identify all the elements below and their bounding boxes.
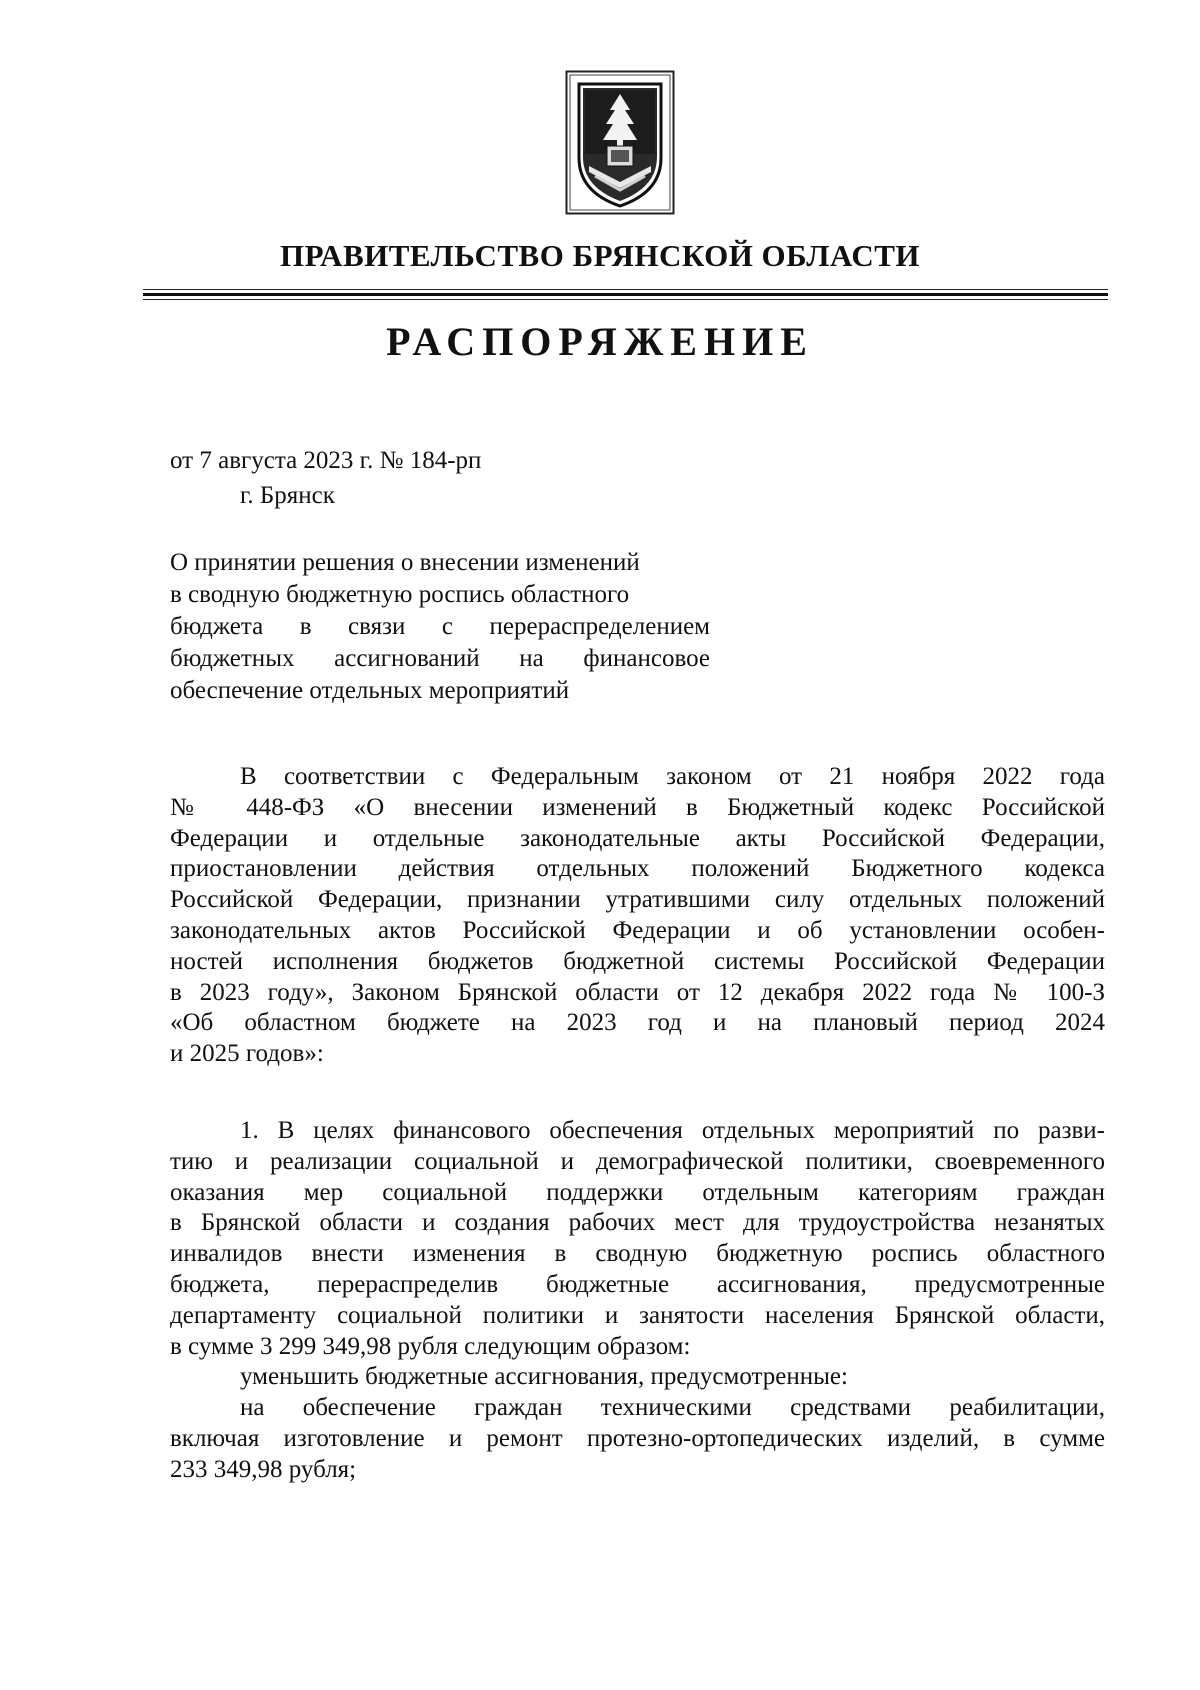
paragraph-line: бюджета, перераспределив бюджетные ассигнования, предусмотренные [170, 1270, 1105, 1298]
paragraph-line: законодательных актов Российской Федерации и об установлении особен- [170, 916, 1105, 944]
paragraph-line: и 2025 годов»: [170, 1040, 324, 1068]
document-type-title: РАСПОРЯЖЕНИЕ [386, 319, 814, 364]
paragraph-line: оказания мер социальной поддержки отдельным категориям граждан [170, 1178, 1105, 1206]
coat-of-arms-emblem [565, 70, 675, 215]
subject-line: в сводную бюджетную роспись областного [170, 581, 630, 608]
paragraph-line: 233 349,98 рубля; [170, 1455, 357, 1483]
subject-line: бюджетных ассигнований на финансовое [170, 645, 710, 672]
government-title: ПРАВИТЕЛЬСТВО БРЯНСКОЙ ОБЛАСТИ [279, 238, 921, 273]
paragraph-line: в сумме 3 299 349,98 рубля следующим образом: [170, 1332, 691, 1360]
paragraph-line: в Брянской области и создания рабочих мест для трудоустройства незанятых [170, 1209, 1105, 1237]
document-date-number: от 7 августа 2023 г. № 184-рп [170, 447, 482, 474]
subject-line: О принятии решения о внесении изменений [170, 549, 640, 576]
paragraph-line: приостановлении действия отдельных положений Бюджетного кодекса [170, 855, 1105, 883]
paragraph-line: департаменту социальной политики и занятости населения Брянской области, [170, 1301, 1105, 1329]
preamble-paragraph [170, 762, 1105, 1070]
document-city: г. Брянск [240, 482, 335, 509]
subject-line: обеспечение отдельных мероприятий [170, 677, 570, 704]
paragraph-line: на обеспечение граждан техническими средствами реабилитации, [240, 1394, 1105, 1422]
paragraph-line: «Об областном бюджете на 2023 год и на плановый период 2024 [170, 1009, 1105, 1037]
paragraph-line: 1. В целях финансового обеспечения отдельных мероприятий по разви- [240, 1117, 1105, 1144]
subject-line: бюджета в связи с перераспределением [170, 613, 710, 640]
point-1-paragraph [170, 1116, 1105, 1486]
paragraph-line: В соответствии с Федеральным законом от 21 ноября 2022 года [240, 763, 1105, 790]
paragraph-line: Российской Федерации, признании утратившими силу отдельных положений [170, 886, 1105, 914]
document-subject [170, 547, 710, 707]
paragraph-line: включая изготовление и ремонт протезно-ортопедических изделий, в сумме [170, 1424, 1105, 1452]
paragraph-line: № 448-ФЗ «О внесении изменений в Бюджетный кодекс Российской [170, 793, 1105, 821]
header-divider [143, 289, 1108, 300]
paragraph-line: тию и реализации социальной и демографической политики, своевременного [170, 1147, 1105, 1175]
paragraph-line: ностей исполнения бюджетов бюджетной системы Российской Федерации [170, 947, 1105, 975]
paragraph-line: уменьшить бюджетные ассигнования, предусмотренные: [240, 1363, 848, 1391]
paragraph-line: инвалидов внести изменения в сводную бюджетную роспись областного [170, 1240, 1105, 1268]
paragraph-line: Федерации и отдельные законодательные акты Российской Федерации, [170, 824, 1105, 852]
paragraph-line: в 2023 году», Законом Брянской области от 12 декабря 2022 года № 100-З [170, 978, 1105, 1006]
